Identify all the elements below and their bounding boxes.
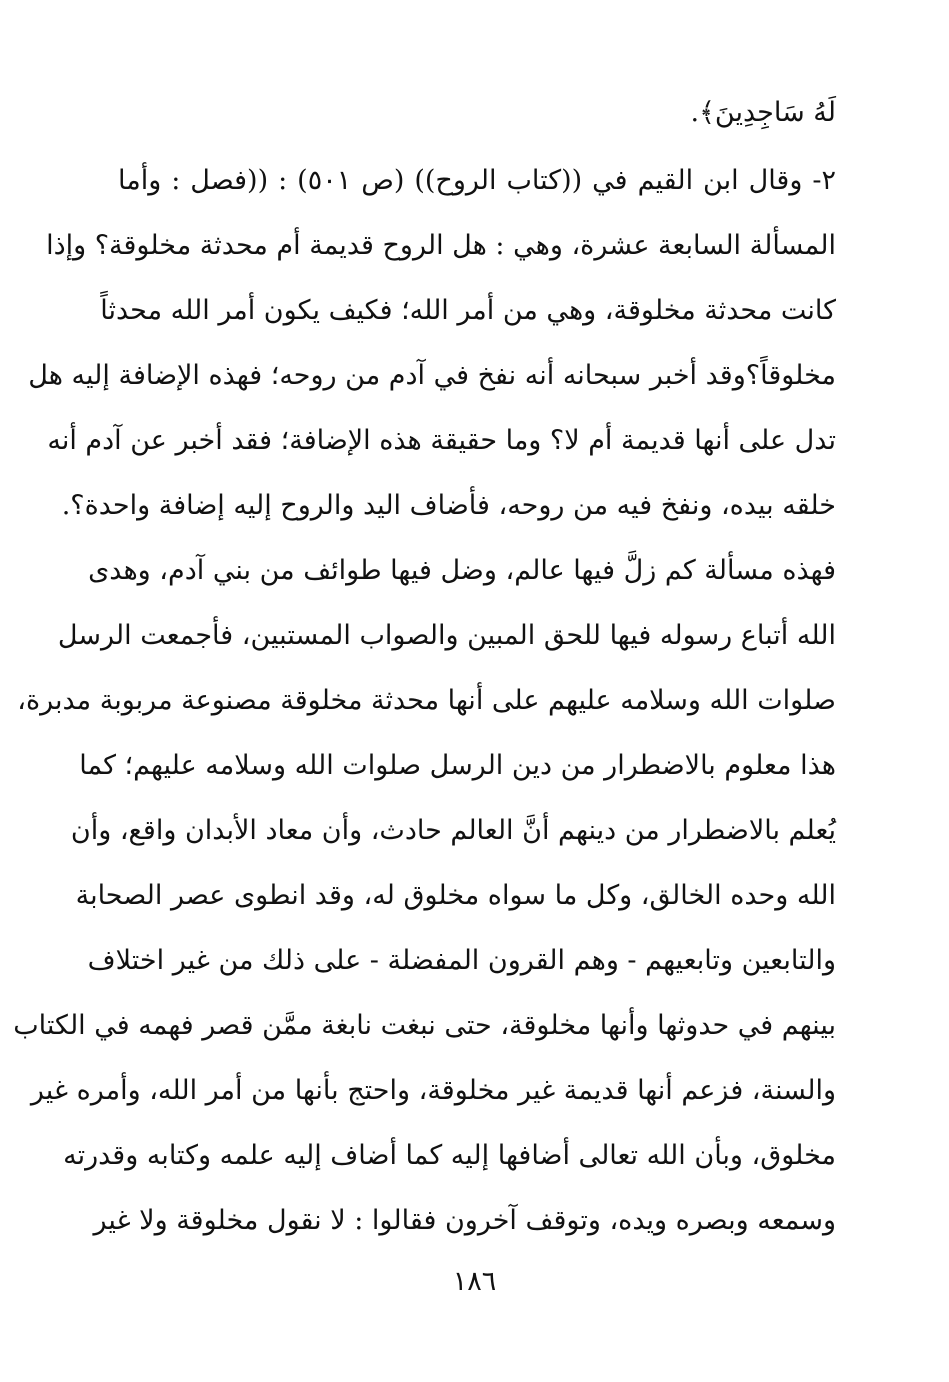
text-line-16: والسنة، فزعم أنها قديمة غير مخلوقة، واحتج بأنها من أمر الله، وأمره غير [30,1075,836,1106]
text-line-10: صلوات الله وسلامه عليهم على أنها محدثة مخلوقة مصنوعة مربوبة مدبرة، [17,685,836,716]
text-line-5: مخلوقاً؟وقد أخبر سبحانه أنه نفخ في آدم من روحه؛ فهذه الإضافة إليه هل [28,360,836,391]
text-line-18: وسمعه وبصره ويده، وتوقف آخرون فقالوا : لا نقول مخلوقة ولا غير [93,1205,836,1236]
text-line-8: فهذه مسألة كم زلَّ فيها عالم، وضل فيها طوائف من بني آدم، وهدى [88,555,836,586]
text-line-1: لَهُ سَاجِدِينَ﴾. [690,97,836,128]
text-line-11: هذا معلوم بالاضطرار من دين الرسل صلوات الله وسلامه عليهم؛ كما [79,750,836,781]
text-line-12: يُعلم بالاضطرار من دينهم أنَّ العالم حادث، وأن معاد الأبدان واقع، وأن [70,815,836,846]
text-line-14: والتابعين وتابعيهم - وهم القرون المفضلة - على ذلك من غير اختلاف [87,945,836,976]
text-line-17: مخلوق، وبأن الله تعالى أضافها إليه كما أضاف إليه علمه وكتابه وقدرته [63,1140,836,1171]
text-line-4: كانت محدثة مخلوقة، وهي من أمر الله؛ فكيف يكون أمر الله محدثاً [100,295,836,326]
page-number: ١٨٦ [452,1266,497,1297]
text-line-7: خلقه بيده، ونفخ فيه من روحه، فأضاف اليد والروح إليه إضافة واحدة؟. [61,490,836,521]
text-line-15: بينهم في حدوثها وأنها مخلوقة، حتى نبغت نابغة ممَّن قصر فهمه في الكتاب [13,1010,836,1041]
text-line-9: الله أتباع رسوله فيها للحق المبين والصواب المستبين، فأجمعت الرسل [57,620,836,651]
text-line-3: المسألة السابعة عشرة، وهي : هل الروح قديمة أم محدثة مخلوقة؟ وإذا [46,230,836,261]
text-line-6: تدل على أنها قديمة أم لا؟ وما حقيقة هذه الإضافة؛ فقد أخبر عن آدم أنه [47,425,836,456]
text-line-2: ٢- وقال ابن القيم في ((كتاب الروح)) (ص ٥٠١) : ((فصل : وأما [118,165,836,196]
text-line-13: الله وحده الخالق، وكل ما سواه مخلوق له، وقد انطوى عصر الصحابة [75,880,836,911]
